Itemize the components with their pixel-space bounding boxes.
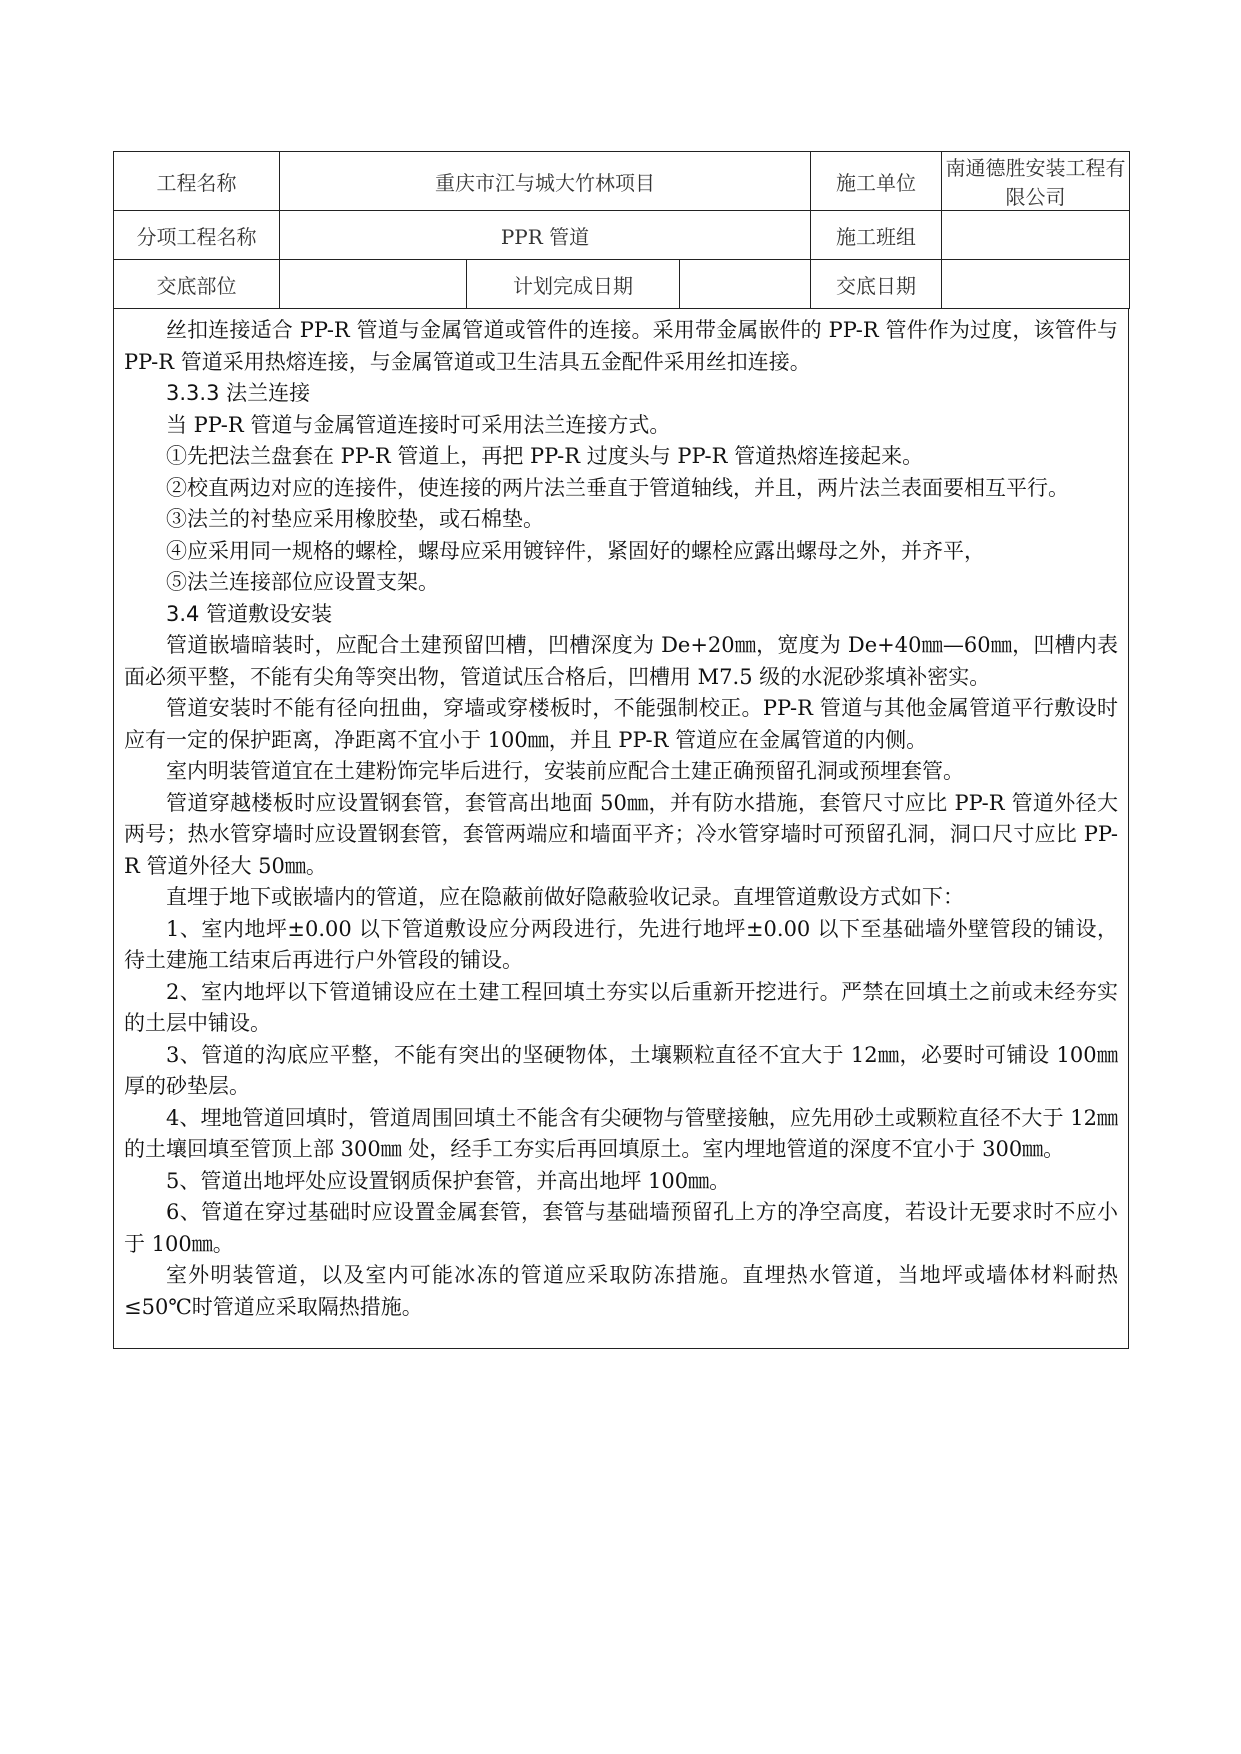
paragraph-installation: 管道安装时不能有径向扭曲，穿墙或穿楼板时，不能强制校正。PP-R 管道与其他金属管道平行敷设时应有一定的保护距离，净距离不宜小于 100㎜，并且 PP-R 管道应在金属管道的内侧。 (124, 696, 1118, 752)
paragraph-frost-protection: 室外明装管道，以及室内可能冰冻的管道应采取防冻措施。直埋热水管道，当地坪或墙体材料耐热≤50℃时管道应采取隔热措施。 (124, 1263, 1118, 1319)
contractor-label: 施工单位 (811, 152, 942, 211)
disclosure-date-value (942, 260, 1130, 309)
paragraph-buried-6: 6、管道在穿过基础时应设置金属套管，套管与基础墙预留孔上方的净空高度，若设计无要求时不应小于 100㎜。 (124, 1200, 1118, 1256)
paragraph-flange-step-2: ②校直两边对应的连接件，使连接的两片法兰垂直于管道轴线，并且，两片法兰表面要相互平行。 (166, 475, 1069, 500)
section-heading-flange: 3.3.3 法兰连接 (166, 381, 311, 405)
paragraph-flange-step-3: ③法兰的衬垫应采用橡胶垫，或石棉垫。 (166, 507, 544, 531)
paragraph-flange-step-1: ①先把法兰盘套在 PP-R 管道上，再把 PP-R 过度头与 PP-R 管道热熔连接起来。 (166, 444, 924, 468)
paragraph-flange-intro: 当 PP-R 管道与金属管道连接时可采用法兰连接方式。 (166, 412, 671, 437)
planned-date-value (680, 260, 811, 309)
subproject-value: PPR 管道 (280, 211, 811, 260)
paragraph-buried-4: 4、埋地管道回填时，管道周围回填土不能含有尖硬物与管壁接触，应先用砂土或颗粒直径不大于 12㎜ 的土壤回填至管顶上部 300㎜ 处，经手工夯实后再回填原土。室内埋地管道的深度不宜小于 300㎜。 (124, 1105, 1118, 1161)
paragraph-flange-step-5: ⑤法兰连接部位应设置支架。 (166, 570, 439, 594)
paragraph-exposed-indoor: 室内明装管道宜在土建粉饰完毕后进行，安装前应配合土建正确预留孔洞或预埋套管。 (166, 759, 964, 783)
disclosure-date-label: 交底日期 (811, 260, 942, 309)
subproject-label: 分项工程名称 (114, 211, 280, 260)
paragraph-threaded-connection: 丝扣连接适合 PP-R 管道与金属管道或管件的连接。采用带金属嵌件的 PP-R 管件作为过度，该管件与 PP-R 管道采用热熔连接，与金属管道或卫生洁具五金配件采用丝扣连接。 (124, 318, 1118, 374)
technical-disclosure-sheet (113, 151, 1129, 1349)
header-table (113, 151, 1130, 309)
paragraph-sleeves: 管道穿越楼板时应设置钢套管，套管高出地面 50㎜，并有防水措施，套管尺寸应比 PP-R 管道外径大两号；热水管穿墙时应设置钢套管，套管两端应和墙面平齐；冷水管穿墙时可预留孔洞，洞口尺寸应比 PP-R 管道外径大 50㎜。 (124, 790, 1118, 878)
header-row-1 (114, 152, 1130, 211)
section-heading-laying: 3.4 管道敷设安装 (166, 601, 333, 626)
contractor-value: 南通德胜安装工程有限公司 (942, 152, 1130, 211)
planned-date-label: 计划完成日期 (467, 260, 680, 309)
project-name-label: 工程名称 (114, 152, 280, 211)
crew-value (942, 211, 1130, 260)
disclosure-part-value (280, 260, 467, 309)
paragraph-concealed-pipe: 管道嵌墙暗装时，应配合土建预留凹槽，凹槽深度为 De+20㎜，宽度为 De+40㎜—60㎜，凹槽内表面必须平整，不能有尖角等突出物，管道试压合格后，凹槽用 M7.5 级的水泥砂浆填补密实。 (124, 633, 1118, 689)
crew-label: 施工班组 (811, 211, 942, 260)
paragraph-buried-intro: 直埋于地下或嵌墙内的管道，应在隐蔽前做好隐蔽验收记录。直埋管道敷设方式如下： (166, 885, 964, 909)
paragraph-buried-3: 3、管道的沟底应平整，不能有突出的坚硬物体，土壤颗粒直径不宜大于 12㎜，必要时可铺设 100㎜ 厚的砂垫层。 (124, 1042, 1118, 1098)
project-name-value: 重庆市江与城大竹林项目 (280, 152, 811, 211)
header-row-3 (114, 260, 1130, 309)
content-body (113, 309, 1129, 1349)
paragraph-flange-step-4: ④应采用同一规格的螺栓，螺母应采用镀锌件，紧固好的螺栓应露出螺母之外，并齐平， (166, 538, 985, 563)
paragraph-buried-2: 2、室内地坪以下管道铺设应在土建工程回填土夯实以后重新开挖进行。严禁在回填土之前或未经夯实的土层中铺设。 (124, 979, 1118, 1035)
paragraph-buried-5: 5、管道出地坪处应设置钢质保护套管，并高出地坪 100㎜。 (166, 1168, 731, 1193)
header-row-2 (114, 211, 1130, 260)
paragraph-buried-1: 1、室内地坪±0.00 以下管道敷设应分两段进行，先进行地坪±0.00 以下至基础墙外壁管段的铺设，待土建施工结束后再进行户外管段的铺设。 (124, 916, 1118, 972)
disclosure-part-label: 交底部位 (114, 260, 280, 309)
